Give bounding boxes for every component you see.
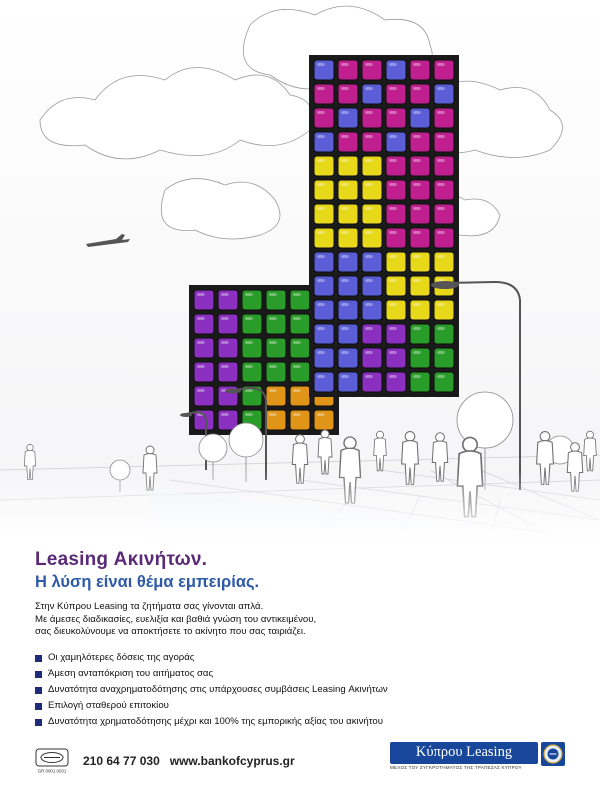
cube-highlight: [365, 87, 373, 90]
window-cube: [386, 252, 406, 272]
window-cube: [410, 348, 430, 368]
window-cube: [314, 84, 334, 104]
cube-highlight: [293, 413, 301, 416]
window-cube: [386, 204, 406, 224]
window-cube: [194, 314, 214, 334]
cube-highlight: [245, 341, 253, 344]
cube-highlight: [293, 317, 301, 320]
cube-highlight: [221, 413, 229, 416]
bank-emblem-icon: [541, 742, 565, 766]
window-cube: [338, 156, 358, 176]
window-cube: [242, 338, 262, 358]
intro-paragraph: [35, 601, 455, 639]
feature-text: Δυνατότητα αναχρηματοδότησης στις υπάρχουσες συμβάσεις Leasing Ακινήτων: [48, 684, 388, 695]
cube-highlight: [341, 159, 349, 162]
window-cube: [338, 348, 358, 368]
intro-line: σας διευκολύνουμε να αποκτήσετε το ακίνητο που σας ταιριάζει.: [35, 626, 306, 638]
window-cube: [290, 338, 310, 358]
cube-highlight: [389, 351, 397, 354]
window-cube: [434, 324, 454, 344]
intro-line: Με άμεσες διαδικασίες, ευελιξία και βαθιά γνώση του αντικειμένου,: [35, 613, 317, 625]
cube-highlight: [413, 351, 421, 354]
cube-highlight: [389, 111, 397, 114]
bullet-square-icon: [35, 703, 42, 710]
cube-highlight: [437, 327, 445, 330]
cube-highlight: [341, 375, 349, 378]
window-cube: [410, 300, 430, 320]
window-cube: [386, 372, 406, 392]
window-cube: [410, 84, 430, 104]
window-cube: [266, 338, 286, 358]
cube-highlight: [269, 365, 277, 368]
window-cube: [410, 324, 430, 344]
cube-highlight: [389, 183, 397, 186]
cube-highlight: [317, 135, 325, 138]
window-cube: [338, 108, 358, 128]
brand-logo: [390, 742, 574, 774]
cube-highlight: [317, 255, 325, 258]
window-cube: [218, 290, 238, 310]
window-cube: [194, 386, 214, 406]
cube-highlight: [437, 351, 445, 354]
cube-highlight: [437, 303, 445, 306]
cube-highlight: [365, 351, 373, 354]
window-cube: [386, 228, 406, 248]
window-cube: [362, 372, 382, 392]
cube-highlight: [365, 183, 373, 186]
window-cube: [314, 108, 334, 128]
window-cube: [218, 314, 238, 334]
window-cube: [410, 204, 430, 224]
cube-highlight: [221, 317, 229, 320]
cube-highlight: [389, 207, 397, 210]
window-cube: [314, 60, 334, 80]
cube-highlight: [365, 279, 373, 282]
cube-highlight: [245, 413, 253, 416]
window-cube: [386, 348, 406, 368]
cube-highlight: [413, 87, 421, 90]
window-cube: [314, 372, 334, 392]
bullet-square-icon: [35, 671, 42, 678]
cube-highlight: [413, 231, 421, 234]
window-cube: [386, 60, 406, 80]
cube-highlight: [245, 365, 253, 368]
brand-tagline: ΜΕΛΟΣ ΤΟΥ ΣΥΓΚΡΟΤΗΜΑΤΟΣ ΤΗΣ ΤΡΑΠΕΖΑΣ ΚΥΠΡΟΥ: [390, 765, 522, 770]
window-cube: [314, 276, 334, 296]
cube-highlight: [389, 279, 397, 282]
window-cube: [314, 324, 334, 344]
bullet-square-icon: [35, 655, 42, 662]
cert-code: GR 0001 0031: [37, 768, 67, 774]
cube-highlight: [437, 375, 445, 378]
cube-highlight: [341, 111, 349, 114]
cube-highlight: [221, 293, 229, 296]
window-cube: [362, 252, 382, 272]
feature-text: Άμεση ανταπόκριση του αιτήματος σας: [48, 668, 214, 679]
cube-highlight: [245, 293, 253, 296]
cube-highlight: [365, 375, 373, 378]
subheadline: Η λύση είναι θέμα εμπειρίας.: [35, 573, 260, 591]
window-cube: [314, 180, 334, 200]
feature-item: [35, 698, 388, 714]
cube-highlight: [341, 183, 349, 186]
cube-highlight: [269, 317, 277, 320]
cube-highlight: [197, 293, 205, 296]
cube-highlight: [389, 159, 397, 162]
cube-highlight: [341, 303, 349, 306]
window-cube: [314, 228, 334, 248]
cube-highlight: [317, 231, 325, 234]
bullet-square-icon: [35, 687, 42, 694]
headline: Leasing Ακινήτων.: [35, 549, 208, 570]
brand-name: Κύπρου Leasing: [415, 744, 513, 760]
window-cube: [434, 60, 454, 80]
window-cube: [338, 84, 358, 104]
cube-highlight: [317, 375, 325, 378]
cube-highlight: [437, 207, 445, 210]
cube-highlight: [413, 207, 421, 210]
window-cube: [338, 276, 358, 296]
cube-highlight: [269, 341, 277, 344]
cube-highlight: [317, 183, 325, 186]
cube-highlight: [317, 111, 325, 114]
cube-highlight: [317, 159, 325, 162]
window-cube: [314, 132, 334, 152]
window-cube: [338, 204, 358, 224]
cube-highlight: [317, 327, 325, 330]
website-link[interactable]: www.bankofcyprus.gr: [169, 754, 295, 768]
window-cube: [410, 60, 430, 80]
window-cube: [314, 348, 334, 368]
window-cube: [290, 386, 310, 406]
window-cube: [434, 156, 454, 176]
cube-highlight: [389, 303, 397, 306]
cube-highlight: [365, 303, 373, 306]
window-cube: [386, 180, 406, 200]
window-cube: [410, 156, 430, 176]
window-cube: [410, 108, 430, 128]
cube-highlight: [341, 255, 349, 258]
cube-highlight: [365, 111, 373, 114]
cube-highlight: [293, 365, 301, 368]
window-cube: [386, 156, 406, 176]
cube-highlight: [317, 303, 325, 306]
window-cube: [410, 276, 430, 296]
cube-highlight: [293, 293, 301, 296]
window-cube: [434, 228, 454, 248]
cube-highlight: [197, 365, 205, 368]
window-cube: [290, 314, 310, 334]
cube-highlight: [365, 327, 373, 330]
window-cube: [338, 324, 358, 344]
window-cube: [434, 300, 454, 320]
cube-highlight: [317, 207, 325, 210]
cube-highlight: [341, 279, 349, 282]
window-cube: [314, 252, 334, 272]
window-cube: [242, 314, 262, 334]
window-cube: [242, 290, 262, 310]
cube-highlight: [269, 389, 277, 392]
cube-highlight: [317, 87, 325, 90]
cube-highlight: [389, 375, 397, 378]
cube-highlight: [317, 413, 325, 416]
window-cube: [338, 228, 358, 248]
cube-highlight: [437, 111, 445, 114]
cube-highlight: [197, 341, 205, 344]
cube-highlight: [389, 255, 397, 258]
cube-highlight: [341, 63, 349, 66]
window-cube: [266, 314, 286, 334]
window-cube: [434, 372, 454, 392]
window-cube: [410, 252, 430, 272]
window-cube: [194, 362, 214, 382]
window-cube: [266, 386, 286, 406]
cube-highlight: [341, 135, 349, 138]
window-cube: [362, 108, 382, 128]
window-cube: [266, 410, 286, 430]
feature-text: Οι χαμηλότερες δόσεις της αγοράς: [48, 652, 195, 663]
window-cube: [290, 290, 310, 310]
cube-highlight: [437, 231, 445, 234]
cube-highlight: [413, 183, 421, 186]
cube-highlight: [413, 111, 421, 114]
cube-highlight: [389, 327, 397, 330]
window-cube: [362, 348, 382, 368]
cube-highlight: [197, 389, 205, 392]
window-cube: [434, 180, 454, 200]
cube-highlight: [341, 87, 349, 90]
cube-highlight: [365, 207, 373, 210]
window-cube: [194, 338, 214, 358]
window-cube: [338, 180, 358, 200]
cube-highlight: [413, 303, 421, 306]
window-cube: [386, 324, 406, 344]
window-cube: [386, 300, 406, 320]
window-cube: [338, 372, 358, 392]
window-cube: [314, 410, 334, 430]
feature-text: Επιλογή σταθερού επιτοκίου: [48, 700, 169, 711]
cube-highlight: [245, 389, 253, 392]
window-cube: [338, 300, 358, 320]
cube-highlight: [437, 87, 445, 90]
phone-number: 210 64 77 030: [83, 754, 160, 768]
cube-highlight: [437, 159, 445, 162]
contact-row: [35, 748, 295, 774]
certification-seal-icon: [35, 748, 69, 774]
cube-highlight: [341, 351, 349, 354]
window-cube: [362, 132, 382, 152]
building-right-frame: [309, 55, 459, 397]
cube-highlight: [413, 255, 421, 258]
window-cube: [434, 108, 454, 128]
window-cube: [362, 60, 382, 80]
intro-line: Στην Κύπρου Leasing τα ζητήματα σας γίνονται απλά.: [35, 601, 264, 612]
feature-list: [35, 650, 388, 730]
window-cube: [194, 290, 214, 310]
cube-highlight: [293, 341, 301, 344]
cube-highlight: [341, 327, 349, 330]
cube-highlight: [365, 159, 373, 162]
window-cube: [290, 362, 310, 382]
cube-highlight: [341, 207, 349, 210]
cube-highlight: [365, 255, 373, 258]
cube-highlight: [413, 135, 421, 138]
window-cube: [386, 108, 406, 128]
window-cube: [410, 180, 430, 200]
cube-highlight: [413, 63, 421, 66]
cube-highlight: [437, 183, 445, 186]
cube-highlight: [413, 327, 421, 330]
window-cube: [314, 300, 334, 320]
cube-highlight: [437, 255, 445, 258]
window-cube: [434, 132, 454, 152]
window-cube: [434, 84, 454, 104]
window-cube: [410, 228, 430, 248]
window-cube: [410, 372, 430, 392]
feature-item: [35, 714, 388, 730]
cube-highlight: [269, 413, 277, 416]
cube-highlight: [245, 317, 253, 320]
window-cube: [314, 156, 334, 176]
feature-item: [35, 666, 388, 682]
window-cube: [338, 60, 358, 80]
cube-highlight: [269, 293, 277, 296]
cube-highlight: [317, 351, 325, 354]
window-cube: [314, 204, 334, 224]
window-cube: [218, 338, 238, 358]
feature-item: [35, 682, 388, 698]
window-cube: [242, 362, 262, 382]
window-cube: [362, 300, 382, 320]
cube-highlight: [365, 63, 373, 66]
cube-highlight: [365, 231, 373, 234]
window-cube: [338, 132, 358, 152]
window-cube: [434, 204, 454, 224]
cube-highlight: [365, 135, 373, 138]
building-right: [309, 55, 459, 397]
cube-highlight: [197, 317, 205, 320]
cube-highlight: [389, 87, 397, 90]
window-cube: [362, 204, 382, 224]
cube-highlight: [341, 231, 349, 234]
feature-text: Δυνατότητα χρηματοδότησης μέχρι και 100% της εμπορικής αξίας του ακινήτου: [48, 716, 384, 727]
cube-highlight: [437, 135, 445, 138]
window-cube: [362, 276, 382, 296]
window-cube: [434, 348, 454, 368]
window-cube: [362, 228, 382, 248]
window-cube: [266, 362, 286, 382]
window-cube: [386, 84, 406, 104]
cube-highlight: [413, 159, 421, 162]
window-cube: [218, 362, 238, 382]
cube-highlight: [437, 63, 445, 66]
window-cube: [362, 84, 382, 104]
cube-highlight: [413, 279, 421, 282]
cube-highlight: [389, 231, 397, 234]
bullet-square-icon: [35, 719, 42, 726]
window-cube: [362, 180, 382, 200]
window-cube: [386, 132, 406, 152]
window-cube: [362, 156, 382, 176]
window-cube: [266, 290, 286, 310]
cube-highlight: [389, 63, 397, 66]
cube-highlight: [317, 279, 325, 282]
cube-highlight: [293, 389, 301, 392]
cube-highlight: [221, 365, 229, 368]
window-cube: [290, 410, 310, 430]
window-cube: [410, 132, 430, 152]
window-cube: [386, 276, 406, 296]
cube-highlight: [389, 135, 397, 138]
window-cube: [362, 324, 382, 344]
feature-item: [35, 650, 388, 666]
window-cube: [338, 252, 358, 272]
window-cube: [434, 252, 454, 272]
cube-highlight: [413, 375, 421, 378]
cube-highlight: [317, 63, 325, 66]
cube-highlight: [221, 341, 229, 344]
